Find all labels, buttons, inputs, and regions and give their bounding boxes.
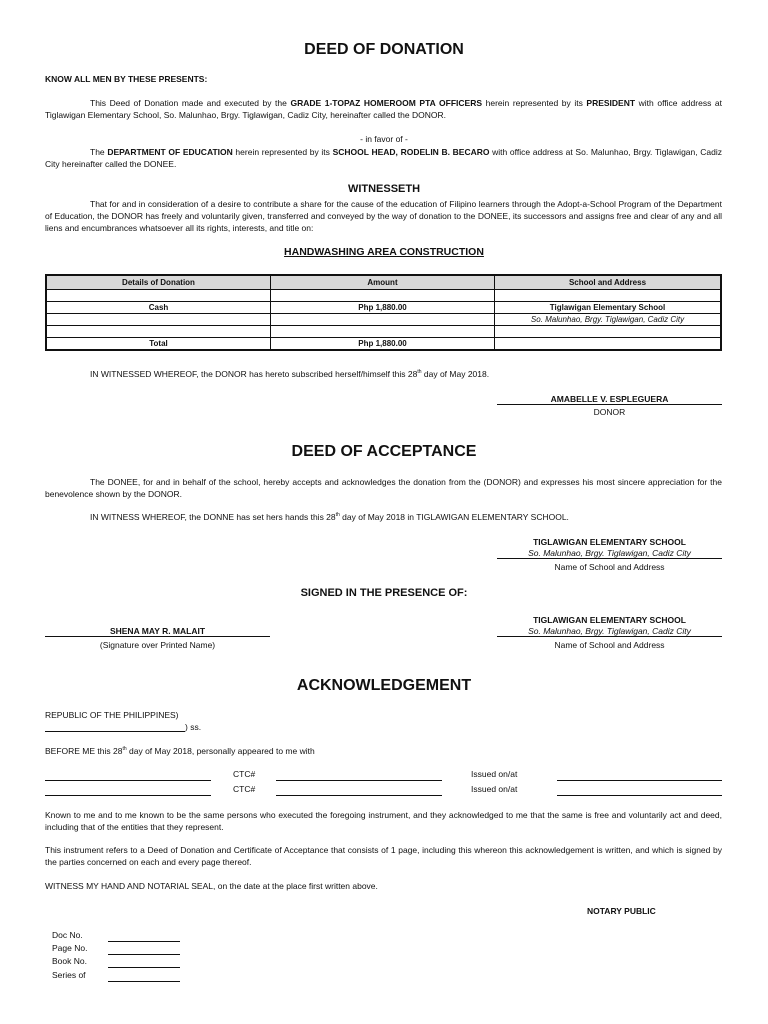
donee-school-caption: Name of School and Address	[554, 562, 665, 572]
witnesseth-heading: WITNESSETH	[347, 183, 421, 195]
issued-label-1: Issued on/at	[471, 769, 518, 779]
presence-school-address: So. Malunhao, Brgy. Tiglawigan, Cadiz City	[528, 626, 691, 636]
book-no-line	[108, 967, 180, 968]
before-me-clause: BEFORE ME this 28th day of May 2018, personally appeared to me with	[45, 746, 315, 756]
donor-signature-line	[497, 404, 722, 405]
donor-name: AMABELLE V. ESPLEGUERA	[550, 394, 669, 404]
witnesseth-paragraph: That for and in consideration of a desire to contribute a share for the cause of the education of Filipino learners through the Adopt-a-School Program of the Department of Education, the DONOR has freely and voluntarily given, transferred and conveyed by the way of donation to the DONEE, its successors and assigns free and clear of any and all liens and encumbrances whatsoever all its rights, interests, and title on:	[45, 199, 722, 233]
donation-paragraph-donor: This Deed of Donation made and executed by the GRADE 1-TOPAZ HOMEROOM PTA OFFICERS herein represented by its PRESIDENT with office address at Tiglawigan Elementary School, So. Malunhao, Brgy. Tiglawigan, Cadiz City, hereinafter called the DONOR.	[45, 98, 722, 120]
deed-of-donation-title: DEED OF DONATION	[304, 41, 464, 58]
witness-signature-line	[45, 636, 270, 637]
project-title: HANDWASHING AREA CONSTRUCTION	[284, 246, 484, 258]
issued-label-2: Issued on/at	[471, 784, 518, 794]
header-details: Details of Donation	[46, 275, 271, 290]
cell-cash-label: Cash	[46, 302, 271, 314]
donee-school-address: So. Malunhao, Brgy. Tiglawigan, Cadiz City	[528, 548, 691, 558]
cell-school-name: Tiglawigan Elementary School	[495, 302, 722, 314]
page-no-label: Page No.	[52, 943, 88, 953]
ss-text: ) ss.	[185, 722, 202, 732]
table-row-total	[46, 338, 721, 351]
donee-signature-line	[497, 558, 722, 559]
header-amount: Amount	[271, 275, 495, 290]
appearer-line-1	[45, 780, 211, 781]
donee-witness-clause: IN WITNESS WHEREOF, the DONNE has set hers hands this 28th day of May 2018 in TIGLAWIGAN ELEMENTARY SCHOOL.	[90, 512, 569, 522]
donor-witness-clause: IN WITNESSED WHEREOF, the DONOR has hereto subscribed herself/himself this 28th day of May 2018.	[90, 369, 490, 379]
issued-line-2	[557, 795, 722, 796]
cell-total-label: Total	[46, 338, 271, 351]
notary-public-label: NOTARY PUBLIC	[587, 906, 656, 916]
ctc-label-2: CTC#	[233, 784, 256, 794]
project-title-wrap	[0, 246, 768, 258]
know-all-men-heading: KNOW ALL MEN BY THESE PRESENTS:	[45, 74, 208, 84]
acknowledgement-title: ACKNOWLEDGEMENT	[296, 677, 472, 694]
donee-school-name: TIGLAWIGAN ELEMENTARY SCHOOL	[533, 537, 686, 547]
cell-total-amount: Php 1,880.00	[271, 338, 495, 351]
issued-line-1	[557, 780, 722, 781]
book-no-label: Book No.	[52, 956, 87, 966]
signed-in-presence-heading: SIGNED IN THE PRESENCE OF:	[300, 587, 468, 599]
ctc-line-1	[276, 780, 442, 781]
cell-school-address: So. Malunhao, Brgy. Tiglawigan, Cadiz City	[495, 314, 722, 326]
series-of-label: Series of	[52, 970, 86, 980]
acknowledgement-paragraph-1: Known to me and to me known to be the same persons who executed the foregoing instrument, and they acknowledged to me that the same is free and voluntarily act and deed, including that of the entities that they represent.	[45, 810, 722, 832]
appearer-line-2	[45, 795, 211, 796]
donation-paragraph-donee: The DEPARTMENT OF EDUCATION herein represented by its SCHOOL HEAD, RODELIN B. BECARO with office address at So. Malunhao, Brgy. Tiglawigan, Cadiz City hereinafter called the DONEE.	[45, 147, 723, 169]
acceptance-paragraph: The DONEE, for and in behalf of the school, hereby accepts and acknowledges the donation from the (DONOR) and expresses his most sincere appreciation for the benevolence shown by the DONOR.	[45, 477, 722, 499]
presence-school-caption: Name of School and Address	[554, 640, 665, 650]
table-row	[46, 290, 721, 302]
in-favor-of-text: - in favor of -	[360, 134, 408, 144]
page-no-line	[108, 954, 180, 955]
witness-caption: (Signature over Printed Name)	[99, 640, 216, 650]
doc-no-line	[108, 941, 180, 942]
cell-cash-amount: Php 1,880.00	[271, 302, 495, 314]
donor-label: DONOR	[593, 407, 626, 417]
series-of-line	[108, 981, 180, 982]
header-school: School and Address	[495, 275, 722, 290]
table-row	[46, 314, 721, 326]
venue-line	[45, 731, 185, 732]
deed-of-acceptance-title: DEED OF ACCEPTANCE	[291, 443, 477, 460]
doc-no-label: Doc No.	[52, 930, 83, 940]
table-row	[46, 326, 721, 338]
ctc-label-1: CTC#	[233, 769, 256, 779]
presence-signature-line	[497, 636, 722, 637]
republic-text: REPUBLIC OF THE PHILIPPINES)	[45, 710, 179, 720]
witness-name: SHENA MAY R. MALAIT	[109, 626, 206, 636]
donation-table	[45, 274, 722, 351]
table-header-row	[46, 275, 721, 290]
acknowledgement-paragraph-2: This instrument refers to a Deed of Donation and Certificate of Acceptance that consists of 1 page, including this whereon this acknowledgement is written, and which is signed by the parties concerned on each and every page thereof.	[45, 845, 722, 867]
ctc-line-2	[276, 795, 442, 796]
presence-school-name: TIGLAWIGAN ELEMENTARY SCHOOL	[533, 615, 686, 625]
table-row	[46, 302, 721, 314]
notarial-seal-text: WITNESS MY HAND AND NOTARIAL SEAL, on the date at the place first written above.	[45, 881, 378, 891]
